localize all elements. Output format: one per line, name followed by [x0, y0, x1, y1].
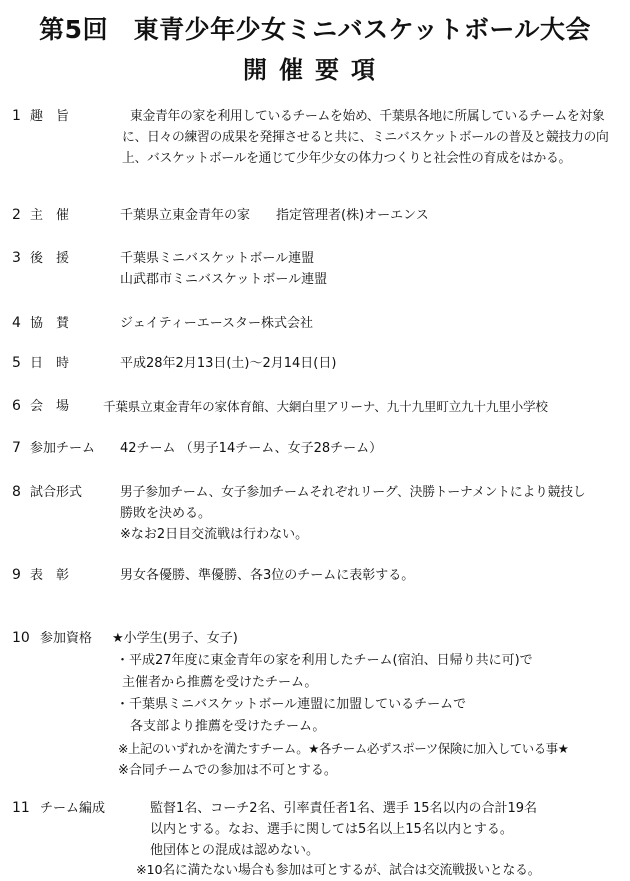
section-label: 後 援	[30, 251, 70, 266]
section-line: 千葉県立東金青年の家 指定管理者(株)オーエンス	[120, 208, 429, 223]
section-label: 参加チーム	[30, 441, 96, 456]
section-number: 7	[12, 440, 21, 456]
section-number: 3	[12, 250, 21, 266]
section-number: 9	[12, 567, 21, 583]
section-number: 4	[12, 315, 21, 331]
section-line: 監督1名、コーチ2名、引率責任者1名、選手 15名以内の合計19名	[150, 801, 538, 816]
section-line: 42チーム （男子14チーム、女子28チーム）	[120, 441, 383, 456]
section-label: 主 催	[30, 208, 70, 223]
section-line: 男子参加チーム、女子参加チームそれぞれリーグ、決勝トーナメントにより競技し	[120, 485, 586, 500]
section-line: 千葉県立東金青年の家体育館、大網白里アリーナ、九十九里町立九十九里小学校	[103, 399, 548, 414]
section-number: 5	[12, 355, 21, 371]
section-line: ・平成27年度に東金青年の家を利用したチーム(宿泊、日帰り共に可)で	[116, 653, 533, 668]
section-line: 山武郡市ミニバスケットボール連盟	[120, 272, 328, 287]
section-line: 上、バスケットボールを通じて少年少女の体力つくりと社会性の育成をはかる。	[122, 151, 571, 166]
section-line: ・千葉県ミニバスケットボール連盟に加盟しているチームで	[116, 697, 467, 712]
section-line: ※上記のいずれかを満たすチーム。★各チーム必ずスポーツ保険に加入している事★	[118, 741, 569, 756]
section-line: に、日々の練習の成果を発揮させると共に、ミニバスケットボールの普及と競技力の向	[122, 130, 609, 145]
section-label: 参加資格	[40, 631, 93, 646]
section-label: 協 賛	[30, 316, 70, 331]
section-line: ※なお2日目交流戦は行わない。	[120, 527, 309, 542]
section-line: 他団体との混成は認めない。	[150, 843, 320, 858]
section-number: 8	[12, 484, 21, 500]
section-line: 平成28年2月13日(土)～2月14日(日)	[120, 356, 337, 371]
section-line: 各支部より推薦を受けたチーム。	[130, 719, 326, 734]
section-label: 会 場	[30, 399, 70, 414]
section-label: 日 時	[30, 356, 70, 371]
section-label: 表 彰	[30, 568, 70, 583]
section-line: ※10名に満たない場合も参加は可とするが、試合は交流戦扱いとなる。	[136, 863, 541, 878]
section-line: ※合同チームでの参加は不可とする。	[118, 763, 337, 778]
section-line: ★小学生(男子、女子)	[112, 631, 238, 646]
section-number: 10	[12, 630, 30, 646]
section-line: 東金青年の家を利用しているチームを始め、千葉県各地に所属しているチームを対象	[130, 109, 605, 124]
section-line: ジェイティーエースター株式会社	[120, 316, 314, 331]
section-number: 1	[12, 108, 21, 124]
section-label: 試合形式	[30, 485, 83, 500]
section-line: 勝敗を決める。	[120, 506, 212, 521]
section-number: 11	[12, 800, 30, 816]
section-number: 6	[12, 398, 21, 414]
section-number: 2	[12, 207, 21, 223]
document-title: 第5回 東青少年少女ミニバスケットボール大会	[39, 15, 591, 44]
section-line: 千葉県ミニバスケットボール連盟	[120, 251, 315, 266]
section-line: 主催者から推薦を受けたチーム。	[122, 675, 318, 690]
section-line: 以内とする。なお、選手に関しては5名以上15名以内とする。	[150, 822, 513, 837]
section-label: 趣 旨	[30, 109, 70, 124]
section-line: 男女各優勝、準優勝、各3位のチームに表彰する。	[120, 568, 415, 583]
section-label: チーム編成	[40, 801, 106, 816]
document-subtitle: 開催要項	[243, 56, 387, 84]
